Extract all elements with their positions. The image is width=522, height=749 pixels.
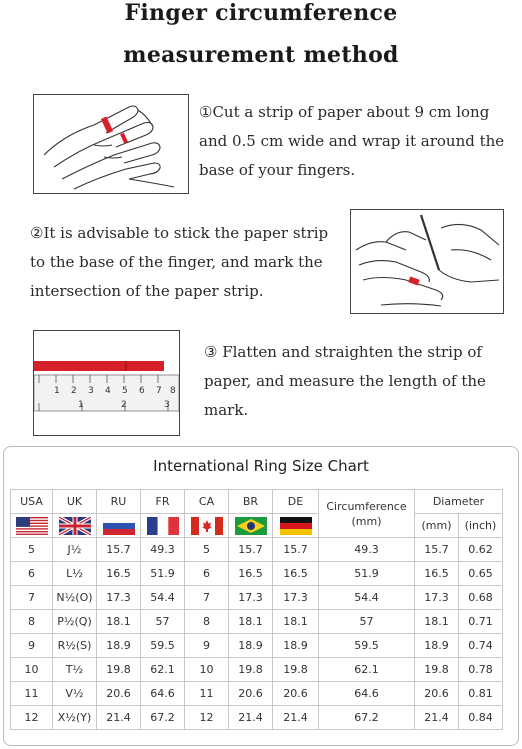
table-cell: X½(Y) — [53, 706, 97, 730]
table-cell: 67.2 — [319, 706, 415, 730]
table-cell: 64.6 — [319, 682, 415, 706]
header-de: DE — [273, 490, 319, 514]
table-cell: 18.9 — [97, 634, 141, 658]
hand-strip-illustration — [33, 94, 189, 194]
table-cell: 49.3 — [141, 538, 185, 562]
ring-size-chart — [3, 446, 519, 746]
uk-flag-icon — [59, 517, 91, 535]
table-cell: 54.4 — [319, 586, 415, 610]
table-cell: 8 — [185, 610, 229, 634]
table-cell: 59.5 — [319, 634, 415, 658]
header-ru: RU — [97, 490, 141, 514]
table-row — [11, 682, 503, 706]
russia-flag-cell — [97, 514, 141, 538]
table-cell: 12 — [185, 706, 229, 730]
table-cell: 19.8 — [273, 658, 319, 682]
table-cell: 18.1 — [415, 610, 459, 634]
table-cell: 6 — [185, 562, 229, 586]
table-cell: P½(Q) — [53, 610, 97, 634]
table-cell: 7 — [185, 586, 229, 610]
table-cell: 8 — [11, 610, 53, 634]
table-cell: N½(O) — [53, 586, 97, 610]
table-cell: 19.8 — [229, 658, 273, 682]
table-cell: 15.7 — [415, 538, 459, 562]
table-cell: 18.1 — [97, 610, 141, 634]
table-cell: 16.5 — [229, 562, 273, 586]
step-3-line-2: paper, and measure the length of the — [204, 372, 486, 390]
table-cell: 10 — [185, 658, 229, 682]
table-cell: 15.7 — [97, 538, 141, 562]
page-title-line2: measurement method — [123, 42, 399, 68]
france-flag-icon — [147, 517, 179, 535]
germany-flag-cell — [273, 514, 319, 538]
table-cell: V½ — [53, 682, 97, 706]
step-1-text — [199, 98, 519, 185]
header-br: BR — [229, 490, 273, 514]
table-cell: 20.6 — [415, 682, 459, 706]
step-2-line-3: intersection of the paper strip. — [30, 282, 264, 300]
table-cell: 57 — [141, 610, 185, 634]
ruler-top-number: 8 — [170, 386, 176, 396]
table-cell: T½ — [53, 658, 97, 682]
table-cell: 20.6 — [273, 682, 319, 706]
table-cell: 18.9 — [229, 634, 273, 658]
pen-hand-icon — [351, 210, 503, 313]
table-cell: 21.4 — [97, 706, 141, 730]
ruler-bottom-number: 2 — [121, 400, 127, 410]
ruler-bottom-number: 3 — [164, 400, 170, 410]
diameter-mm-header: (mm) — [415, 514, 459, 538]
table-cell: 59.5 — [141, 634, 185, 658]
table-cell: 7 — [11, 586, 53, 610]
chart-title: International Ring Size Chart — [153, 457, 369, 475]
ruler-bottom-number: 1 — [78, 400, 84, 410]
ruler-top-number: 3 — [88, 386, 94, 396]
usa-flag-cell — [11, 514, 53, 538]
step-2-text — [30, 219, 350, 306]
table-cell: 0.68 — [459, 586, 503, 610]
table-cell: 18.1 — [229, 610, 273, 634]
table-cell: 0.71 — [459, 610, 503, 634]
table-cell: 11 — [11, 682, 53, 706]
table-cell: 20.6 — [229, 682, 273, 706]
table-row — [11, 658, 503, 682]
table-cell: 0.74 — [459, 634, 503, 658]
header-ca: CA — [185, 490, 229, 514]
header-circumference — [319, 490, 415, 538]
table-cell: 17.3 — [229, 586, 273, 610]
step-3-line-1: ③ Flatten and straighten the strip of — [204, 343, 482, 361]
brazil-flag-icon — [235, 517, 267, 535]
ruler-icon — [34, 331, 179, 435]
table-cell: 18.9 — [273, 634, 319, 658]
table-cell: J½ — [53, 538, 97, 562]
ring-size-table — [10, 489, 503, 730]
header-usa: USA — [11, 490, 53, 514]
pen-marking-illustration — [350, 209, 504, 314]
ruler-top-number: 2 — [71, 386, 77, 396]
step-3-text — [204, 338, 514, 425]
usa-flag-icon — [16, 517, 48, 535]
ruler-top-number: 4 — [105, 386, 111, 396]
ruler-illustration — [33, 330, 180, 436]
table-cell: 12 — [11, 706, 53, 730]
table-cell: 18.1 — [273, 610, 319, 634]
table-cell: 15.7 — [273, 538, 319, 562]
table-cell: 15.7 — [229, 538, 273, 562]
table-cell: 0.65 — [459, 562, 503, 586]
diameter-inch-header: (inch) — [459, 514, 503, 538]
step-1-line-1: ①Cut a strip of paper about 9 cm long — [199, 103, 490, 121]
table-cell: 16.5 — [273, 562, 319, 586]
table-cell: 16.5 — [415, 562, 459, 586]
table-cell: 6 — [11, 562, 53, 586]
table-cell: 21.4 — [415, 706, 459, 730]
table-cell: 16.5 — [97, 562, 141, 586]
table-cell: 19.8 — [97, 658, 141, 682]
ruler-top-number: 5 — [122, 386, 128, 396]
hand-icon — [34, 95, 188, 193]
ruler-top-number: 1 — [54, 386, 60, 396]
size-rows — [11, 538, 503, 730]
table-row — [11, 706, 503, 730]
table-cell: 9 — [185, 634, 229, 658]
table-cell: R½(S) — [53, 634, 97, 658]
table-row — [11, 610, 503, 634]
table-cell: 62.1 — [141, 658, 185, 682]
table-cell: 0.62 — [459, 538, 503, 562]
table-cell: L½ — [53, 562, 97, 586]
table-row — [11, 538, 503, 562]
table-cell: 5 — [11, 538, 53, 562]
table-cell: 19.8 — [415, 658, 459, 682]
table-cell: 49.3 — [319, 538, 415, 562]
step-1-line-3: base of your fingers. — [199, 161, 356, 179]
table-cell: 9 — [11, 634, 53, 658]
table-row — [11, 634, 503, 658]
table-cell: 17.3 — [415, 586, 459, 610]
table-cell: 67.2 — [141, 706, 185, 730]
table-cell: 54.4 — [141, 586, 185, 610]
table-cell: 20.6 — [97, 682, 141, 706]
canada-flag-icon — [191, 517, 223, 535]
step-2-line-2: to the base of the finger, and mark the — [30, 253, 323, 271]
table-cell: 0.84 — [459, 706, 503, 730]
header-fr: FR — [141, 490, 185, 514]
uk-flag-cell — [53, 514, 97, 538]
table-cell: 62.1 — [319, 658, 415, 682]
table-cell: 10 — [11, 658, 53, 682]
circumference-unit: (mm) — [351, 514, 382, 528]
header-diameter: Diameter — [415, 490, 503, 514]
france-flag-cell — [141, 514, 185, 538]
table-cell: 51.9 — [141, 562, 185, 586]
ruler-top-number: 6 — [139, 386, 145, 396]
step-3-line-3: mark. — [204, 401, 249, 419]
table-cell: 57 — [319, 610, 415, 634]
canada-flag-cell — [185, 514, 229, 538]
table-cell: 18.9 — [415, 634, 459, 658]
table-cell: 17.3 — [273, 586, 319, 610]
russia-flag-icon — [103, 517, 135, 535]
table-cell: 64.6 — [141, 682, 185, 706]
table-cell: 0.78 — [459, 658, 503, 682]
table-row — [11, 586, 503, 610]
table-cell: 17.3 — [97, 586, 141, 610]
table-cell: 51.9 — [319, 562, 415, 586]
table-cell: 0.81 — [459, 682, 503, 706]
table-cell: 11 — [185, 682, 229, 706]
germany-flag-icon — [280, 517, 312, 535]
header-uk: UK — [53, 490, 97, 514]
table-row — [11, 562, 503, 586]
ruler-top-number: 7 — [156, 386, 162, 396]
page-title-line1: Finger circumference — [124, 0, 398, 26]
step-1-line-2: and 0.5 cm wide and wrap it around the — [199, 132, 505, 150]
circumference-label: Circumference — [326, 499, 407, 513]
table-cell: 5 — [185, 538, 229, 562]
step-2-line-1: ②It is advisable to stick the paper strip — [30, 224, 329, 242]
brazil-flag-cell — [229, 514, 273, 538]
table-cell: 21.4 — [273, 706, 319, 730]
table-cell: 21.4 — [229, 706, 273, 730]
